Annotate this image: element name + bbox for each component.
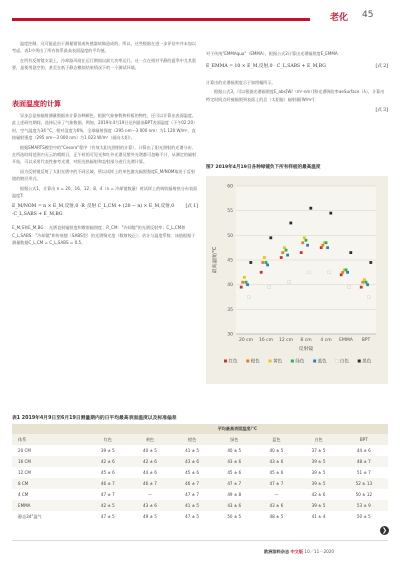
- legend-label: 绿色: [295, 359, 305, 365]
- formula-1-text: E_M/NOM = n × E_M,反射,0 ·R_反射 C_L,CM + (20 − n) × E_M,反射,0 ·C_L,SABS + E_M,BG: [12, 204, 175, 217]
- footer-rule: [12, 540, 388, 541]
- table-cell: 39 ± 5: [87, 445, 129, 456]
- table-row: [12, 500, 388, 511]
- section-heading: 表面温度的计算: [12, 100, 61, 108]
- x-tick-label: 16 cm: [258, 338, 274, 343]
- legend-label: 黄色: [273, 359, 283, 365]
- legend-label: 蓝色: [317, 359, 327, 365]
- table-corner: [12, 424, 87, 434]
- data-point-蓝色: [286, 254, 289, 257]
- table-row-header: 20 CM: [12, 445, 87, 456]
- data-point-红色: [240, 286, 243, 289]
- table-cell: 46 ± 7: [87, 478, 129, 489]
- table-cell: 40 ± 5: [213, 445, 255, 456]
- legend-swatch: [246, 360, 249, 363]
- data-point-橙色: [301, 241, 304, 244]
- data-point-白色: [248, 296, 251, 299]
- table-column-header: BPT: [340, 434, 388, 445]
- table-cell: 50 ± 5: [340, 511, 388, 522]
- data-point-红色: [320, 246, 323, 249]
- x-tick-label: 4 cm: [320, 338, 332, 343]
- table-cell: 49 ± 8: [213, 489, 255, 500]
- data-point-黑色: [369, 261, 372, 264]
- legend-label: 白色: [339, 359, 349, 365]
- data-point-白色: [288, 281, 291, 284]
- page-number: 45: [362, 10, 374, 20]
- table-cell: 45 ± 6: [171, 467, 213, 478]
- table-cell: 49 ± 5: [129, 511, 171, 522]
- data-point-橙色: [321, 244, 324, 247]
- formula-2-number: [式 2]: [375, 64, 388, 70]
- data-point-黑色: [329, 212, 332, 215]
- figure-caption: 图7 2019年4月19日各种绿镜负下所有样板的最高温度: [206, 165, 321, 170]
- table-cell: 47 ± 7: [255, 478, 297, 489]
- paragraph: 因为反射镜反射了太阳光谱中的不同区域，所以试样上的单色激光辐照强度E_M/NOM取决于反射镜的镀层形式。: [12, 168, 195, 182]
- y-tick-label: 40: [227, 283, 233, 289]
- formula-3-number: [式 3]: [375, 108, 388, 114]
- table-column-header: 体系: [12, 434, 87, 445]
- journal-issue: 10／11－2020: [304, 549, 335, 554]
- y-tick-label: 35: [227, 307, 233, 313]
- data-point-橙色: [281, 251, 284, 254]
- table-row: [12, 478, 388, 489]
- table-row-header: 12 CM: [12, 467, 87, 478]
- table-cell: 48 ± 7: [340, 456, 388, 467]
- y-axis-label: 最高温度/°C: [213, 246, 218, 274]
- table-row: [12, 445, 388, 456]
- paragraph: 对于传统"EMMAqua"（EMMA），根据公式2计算出光谱辐照度E_EMMA：: [206, 51, 342, 56]
- table-cell: 43 ± 6: [171, 456, 213, 467]
- table-cell: 47 ± 7: [213, 478, 255, 489]
- table-column-header: 蓝色: [255, 434, 297, 445]
- data-point-黑色: [269, 236, 272, 239]
- data-point-白色: [348, 286, 351, 289]
- table-cell: 45 ± 6: [213, 467, 255, 478]
- table-cell: 41 ± 4: [297, 511, 339, 522]
- paragraph: 根据公式1，计算出 n = 20、16、12、8、4（n = 冷却镜数量）时试样上的吸收辐射热分布表面温度T:: [12, 185, 198, 199]
- temperature-chart: [206, 176, 388, 384]
- temperature-table: [12, 424, 388, 522]
- table-cell: 39 ± 5: [297, 467, 339, 478]
- data-point-白色: [328, 271, 331, 274]
- data-point-绿色: [265, 261, 268, 264]
- table-cell: 42 ± 6: [87, 456, 129, 467]
- chart-svg: [206, 176, 388, 384]
- section-tag: 老化: [330, 13, 349, 23]
- data-point-橙色: [261, 261, 264, 264]
- paragraph: 根据公式3，可以根据光谱辐照度E_abs[W/（m²·nm）]和光谱吸收率αeSurface（λ），计算出特定时间点时被辐照到表面上的总（太阳能）辐射量[W/m²]：: [206, 89, 385, 102]
- data-point-绿色: [345, 268, 348, 271]
- table-cell: 39 ± 5: [297, 500, 339, 511]
- formula-3: [206, 107, 388, 115]
- y-tick-label: 60: [227, 184, 233, 190]
- header-rule: [12, 18, 310, 21]
- formula-1: [12, 203, 198, 218]
- table-cell: 50 ± 5: [213, 511, 255, 522]
- data-point-绿色: [245, 281, 248, 284]
- page-footer: [264, 549, 334, 555]
- data-point-黑色: [249, 261, 252, 264]
- data-point-绿色: [285, 249, 288, 252]
- journal-name: 欧洲涂料杂志: [264, 549, 290, 554]
- table-column-header: 橙色: [171, 434, 213, 445]
- data-point-绿色: [325, 241, 328, 244]
- legend-swatch: [335, 360, 338, 363]
- table-column-header: 绿色: [213, 434, 255, 445]
- table-header-row: [12, 434, 388, 445]
- paragraph: 在所有反射镜支架上，冷却器风扇在运行期间以最大功率运行。这一点在相对平静的夏季中尤其重要，是使用悬空的、甚至在低于静态模拟结果情况下的一个测试环境。: [12, 57, 197, 71]
- data-point-黑色: [289, 222, 292, 225]
- table-cell: 44 ± 6: [340, 445, 388, 456]
- x-tick-label: 20 cm: [238, 338, 254, 343]
- paragraph: 温度控制，这可能是由于测量错误或传感器故障造成的。所以，这些数据在进一步评估中并未加以考虑。表1中列出了所有体系最高表面温度的平均值。: [12, 41, 197, 54]
- table-row-header: EMMA: [12, 500, 87, 511]
- x-tick-label: 12 cm: [278, 338, 294, 343]
- x-tick-label: EMMA: [339, 338, 353, 343]
- table-row: [12, 467, 388, 478]
- table-cell: 42 ± 5: [87, 500, 129, 511]
- y-tick-label: 50: [227, 233, 233, 239]
- data-point-绿色: [365, 281, 368, 284]
- table-cell: 46 ± 7: [171, 478, 213, 489]
- table-cell: 41 ± 5: [171, 500, 213, 511]
- legend-label: 橙色: [250, 359, 260, 365]
- x-axis-label: 反射镜: [298, 347, 314, 352]
- table-cell: 37 ± 5: [297, 445, 339, 456]
- data-point-蓝色: [306, 244, 309, 247]
- data-point-红色: [340, 273, 343, 276]
- table-cell: 50 ± 12: [340, 489, 388, 500]
- table-cell: 42 ± 6: [129, 456, 171, 467]
- data-point-红色: [280, 256, 283, 259]
- table-cell: —: [129, 489, 171, 500]
- table-column-header: 白色: [297, 434, 339, 445]
- paragraph: 异步总是按辐射测量数据来计算各种颜色、根据气象参数和样板的物性，还可以计算出表面温度。此上述研究期间，选择记录了气象数据。例如，2019年4月19日达到最高BPT表面温度（下午02:20）时，空气温度为34 °C，相对湿度为6%，全球辐射强度（295 nm～3 000 nm）为1 120 W/m²，直接辐射强度（295 nm～3 000 nm）为1 023 W/m²（面向太阳）。: [12, 113, 198, 141]
- data-point-红色: [300, 251, 303, 254]
- legend-swatch: [269, 360, 272, 363]
- next-page-arrow-icon: ❯: [381, 527, 388, 534]
- table-cell: 40 ± 5: [255, 445, 297, 456]
- table-column-header: 黄色: [129, 434, 171, 445]
- data-point-白色: [308, 271, 311, 274]
- data-point-白色: [368, 296, 371, 299]
- table-body: [12, 445, 388, 522]
- data-point-黑色: [349, 251, 352, 254]
- table-row-header: 4 CM: [12, 489, 87, 500]
- table-cell: 43 ± 6: [213, 456, 255, 467]
- journal-edition: 中文版: [290, 549, 304, 554]
- data-point-橙色: [341, 271, 344, 274]
- legend-label: 黑色: [362, 359, 372, 365]
- paragraph: 计算出的光谱辐照度示于如图幅所示。: [206, 79, 276, 85]
- x-tick-label: 8 cm: [300, 338, 312, 343]
- data-point-黄色: [263, 256, 266, 259]
- data-point-黄色: [243, 276, 246, 279]
- legend-swatch: [291, 360, 294, 363]
- legend-swatch: [358, 360, 361, 363]
- data-point-黑色: [309, 207, 312, 210]
- table-row: [12, 511, 388, 522]
- table-row-header: 静态34°温气: [12, 511, 87, 522]
- legend-label: 红色: [228, 359, 238, 365]
- data-point-蓝色: [346, 271, 349, 274]
- table-cell: 42 ± 6: [297, 489, 339, 500]
- table-column-header: 红色: [87, 434, 129, 445]
- data-point-白色: [268, 286, 271, 289]
- table-cell: 47 ± 7: [87, 489, 129, 500]
- data-point-红色: [260, 271, 263, 274]
- right-column: [206, 50, 388, 119]
- data-point-黄色: [363, 278, 366, 281]
- left-column-body: [12, 112, 198, 249]
- table-cell: 47 ± 5: [171, 511, 213, 522]
- table-cell: 47 ± 7: [171, 489, 213, 500]
- left-column-intro: [12, 40, 198, 74]
- paragraph: E_M,S和E_M,BG ：光谱直射辐照度和散射辐照度；R_CM："冷却镜"的光谱反射率；C_L,CM和C_L,SABS："冷却镜"和传统镜（SABS型）的光谱聚光度（数射校正）；估计与温度系数：该值根据于测量数据C_L,CM = C_L,SABS = 0.5。: [12, 225, 196, 246]
- table-cell: 44 ± 6: [129, 467, 171, 478]
- table-cell: 41 ± 5: [171, 445, 213, 456]
- data-point-蓝色: [246, 283, 249, 286]
- table-cell: 48 ± 5: [255, 511, 297, 522]
- table-super-header: 平均最高表面温度/°C: [87, 424, 388, 434]
- table-cell: —: [255, 489, 297, 500]
- table-cell: 43 ± 6: [129, 500, 171, 511]
- x-tick-label: BPT: [361, 338, 371, 343]
- paragraph: 根据SMARTS模型中的"Cesora"程序（有效太阳光照射的计算），计算出了阳光照射的光谱分布。在所选时间范围内无云的晴朗日，正午时的可见光和红外光谱及紫外光谱都可忽略不计，从测定的辐射开始，可以采用代表性参考光谱，对阳光热辐射和直射部分进行光谱计算。: [12, 144, 197, 165]
- data-point-蓝色: [366, 283, 369, 286]
- legend-swatch: [313, 360, 316, 363]
- table-cell: 46 ± 7: [129, 478, 171, 489]
- table-cell: 43 ± 6: [255, 500, 297, 511]
- table-cell: 47 ± 5: [87, 511, 129, 522]
- y-tick-label: 30: [227, 332, 233, 338]
- table-cell: 51 ± 7: [340, 467, 388, 478]
- table-cell: 45 ± 6: [87, 467, 129, 478]
- formula-2: [206, 63, 388, 70]
- y-tick-label: 55: [227, 209, 233, 215]
- formula-2-text: E_EMMA = 10 × E_M,反射,0 · C_L,SABS + E_M,BG: [206, 64, 326, 70]
- formula-1-number: [式 1]: [185, 204, 198, 210]
- data-point-黄色: [303, 236, 306, 239]
- data-point-橙色: [361, 281, 364, 284]
- data-point-绿色: [305, 239, 308, 242]
- y-tick-label: 45: [227, 258, 233, 264]
- table-row: [12, 489, 388, 500]
- data-point-蓝色: [326, 246, 329, 249]
- table-cell: 40 ± 5: [129, 445, 171, 456]
- table-row: [12, 456, 388, 467]
- table-caption: 表1 2019年4月9日至6月19日测量期内的日平均最高表面温度以及标准偏差: [12, 416, 177, 421]
- data-point-蓝色: [266, 264, 269, 267]
- legend-swatch: [224, 360, 227, 363]
- table-cell: 43 ± 6: [255, 456, 297, 467]
- data-point-红色: [360, 286, 363, 289]
- table-row-header: 8 CM: [12, 478, 87, 489]
- table-cell: 53 ± 9: [340, 500, 388, 511]
- table-row-header: 16 CM: [12, 456, 87, 467]
- table-cell: 52 ± 13: [340, 478, 388, 489]
- page-header: [0, 0, 400, 30]
- table-cell: 45 ± 6: [255, 467, 297, 478]
- data-point-橙色: [241, 281, 244, 284]
- data-point-黄色: [283, 246, 286, 249]
- table-cell: 39 ± 5: [297, 478, 339, 489]
- table-cell: 43 ± 6: [213, 500, 255, 511]
- table-cell: 39 ± 5: [297, 456, 339, 467]
